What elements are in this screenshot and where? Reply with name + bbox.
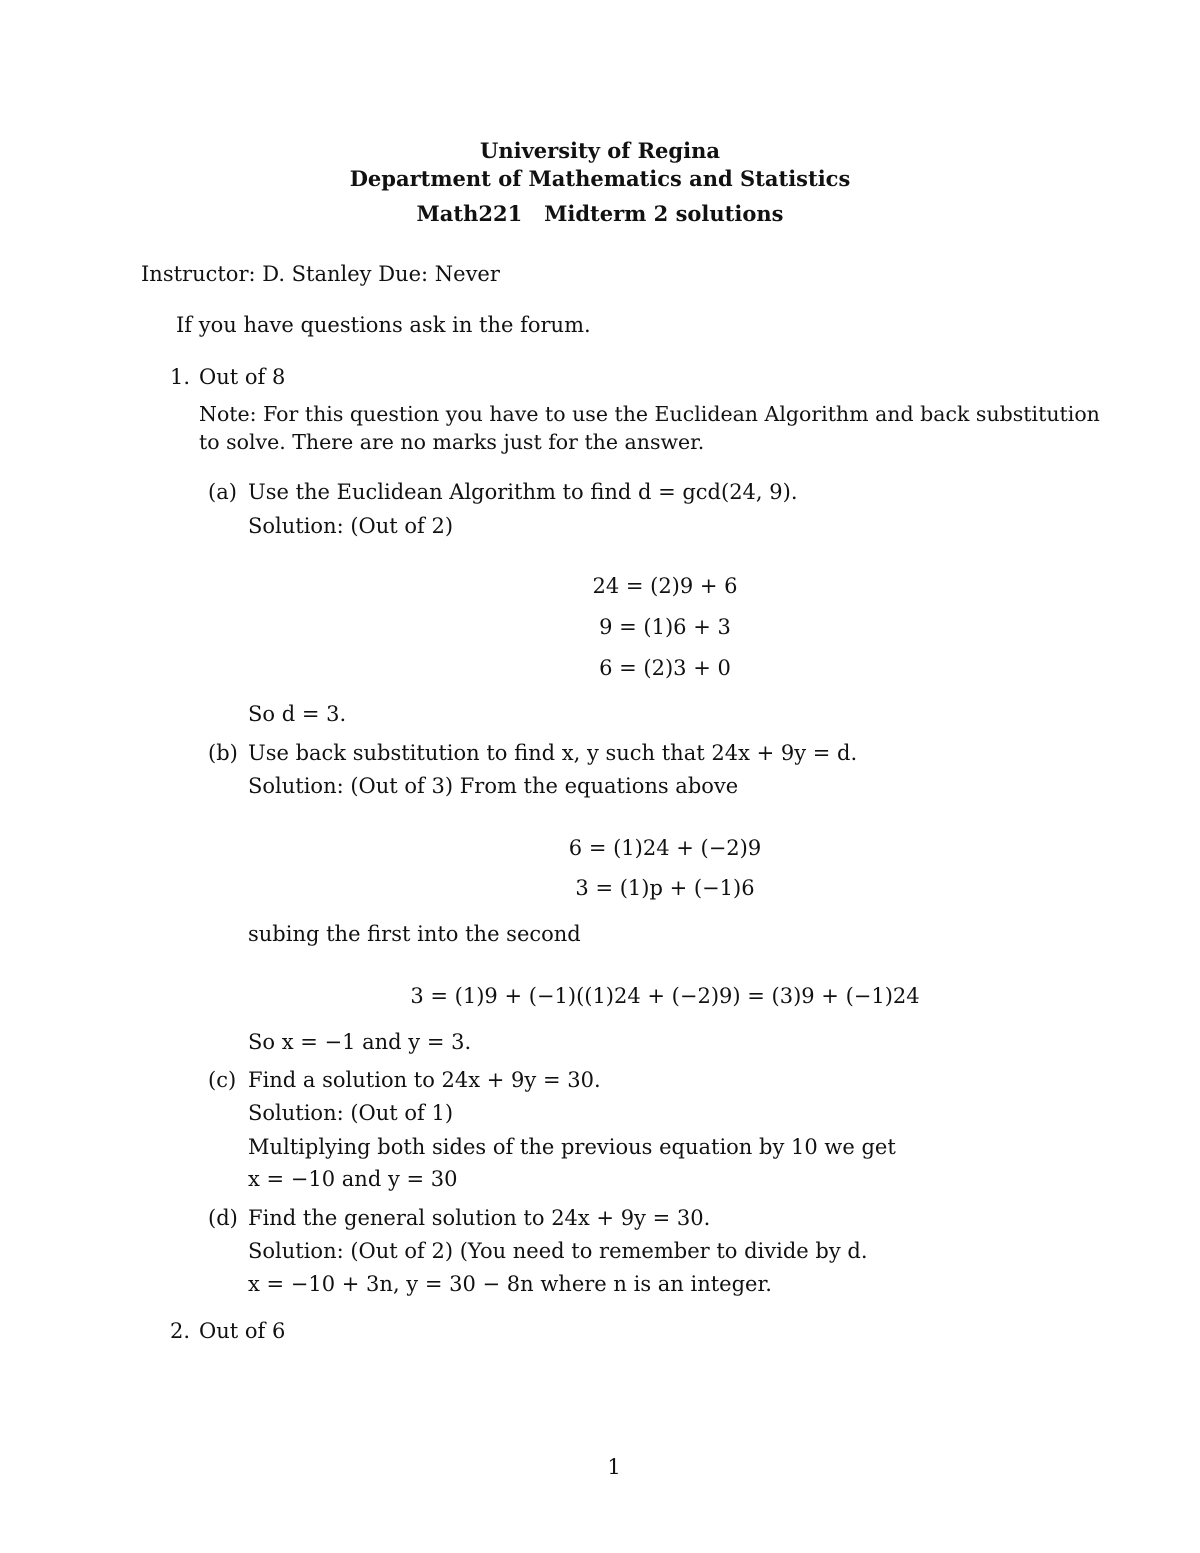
q1b-conclusion: So x = −1 and y = 3. [248, 1030, 472, 1054]
q1b-label: (b) [208, 741, 238, 765]
q2-title: Out of 6 [199, 1319, 286, 1343]
q1-title: Out of 8 [199, 365, 286, 389]
q1c-solution: Solution: (Out of 1) [248, 1101, 454, 1125]
forum-note: If you have questions ask in the forum. [176, 313, 591, 337]
q1d-line1: x = −10 + 3n, y = 30 − 8n where n is an integer. [248, 1272, 772, 1296]
q1b-equation-2: 3 = (1)p + (−1)6 [575, 876, 755, 900]
q1a-label: (a) [208, 480, 237, 504]
q1c-label: (c) [208, 1068, 237, 1092]
q1c-question: Find a solution to 24x + 9y = 30. [248, 1068, 601, 1092]
q1-note-line2: to solve. There are no marks just for the answer. [199, 430, 705, 454]
q1a-solution: Solution: (Out of 2) [248, 514, 454, 538]
q1-note-line1: Note: For this question you have to use the Euclidean Algorithm and back substitution [199, 402, 1100, 426]
q1a-equation-2: 9 = (1)6 + 3 [599, 615, 731, 639]
instructor-line: Instructor: D. Stanley Due: Never [141, 262, 500, 286]
university-title: University of Regina [480, 138, 720, 163]
q1a-conclusion: So d = 3. [248, 702, 347, 726]
course-title: Math221 Midterm 2 solutions [416, 201, 784, 226]
q2-number: 2. [170, 1319, 191, 1343]
page-number: 1 [607, 1455, 621, 1479]
q1b-long-equation: 3 = (1)9 + (−1)((1)24 + (−2)9) = (3)9 + (−1)24 [410, 984, 920, 1008]
department-title: Department of Mathematics and Statistics [349, 166, 851, 191]
q1b-equation-1: 6 = (1)24 + (−2)9 [568, 836, 762, 860]
q1b-question: Use back substitution to find x, y such that 24x + 9y = d. [248, 741, 858, 765]
q1d-solution: Solution: (Out of 2) (You need to remember to divide by d. [248, 1239, 868, 1263]
q1-number: 1. [170, 365, 191, 389]
q1b-subing: subing the first into the second [248, 922, 581, 946]
q1a-equation-3: 6 = (2)3 + 0 [599, 656, 731, 680]
q1c-line1: Multiplying both sides of the previous equation by 10 we get [248, 1135, 896, 1159]
q1a-equation-1: 24 = (2)9 + 6 [592, 574, 738, 598]
q1b-solution: Solution: (Out of 3) From the equations above [248, 774, 739, 798]
q1d-label: (d) [208, 1206, 238, 1230]
q1a-question: Use the Euclidean Algorithm to find d = gcd(24, 9). [248, 480, 798, 504]
q1d-question: Find the general solution to 24x + 9y = 30. [248, 1206, 711, 1230]
q1c-line2: x = −10 and y = 30 [248, 1167, 458, 1191]
